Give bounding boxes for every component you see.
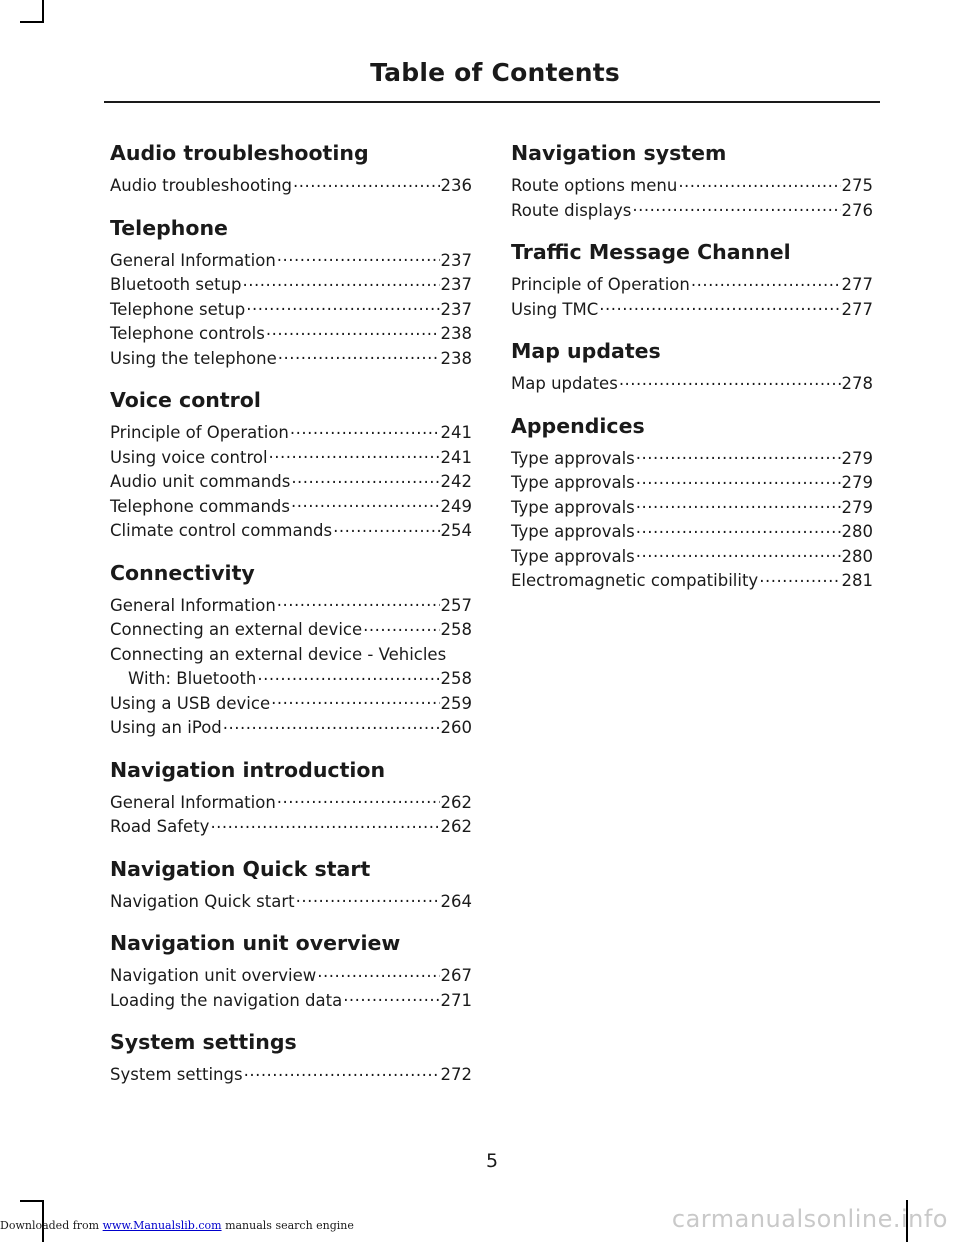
- toc-section: [110, 140, 472, 199]
- toc-entry-text: Telephone setup: [110, 299, 246, 319]
- toc-entry-text: Principle of Operation: [110, 423, 289, 442]
- toc-entry-page: 242: [440, 472, 472, 491]
- dot-leader: [257, 668, 439, 685]
- toc-entry-page: 281: [841, 571, 873, 590]
- toc-entry-text: Road Safety: [110, 817, 210, 836]
- toc-section: [511, 140, 873, 223]
- toc-entry[interactable]: [110, 470, 472, 495]
- crop-mark-top-left-v: [42, 0, 44, 22]
- toc-entry-text: Connecting an external device: [110, 620, 363, 639]
- toc-entry-text: Audio unit commands: [110, 472, 291, 491]
- section-title: Navigation Quick start: [110, 856, 371, 881]
- dot-leader: [333, 520, 439, 537]
- toc-entry[interactable]: [110, 594, 472, 619]
- toc-entry-text: Telephone controls: [110, 324, 265, 343]
- toc-entry[interactable]: [110, 989, 472, 1014]
- dot-leader: [223, 717, 440, 734]
- toc-entry[interactable]: [110, 716, 472, 741]
- toc-entry[interactable]: [511, 447, 873, 472]
- toc-entry-page: 271: [440, 990, 472, 1010]
- toc-entry[interactable]: [110, 1063, 472, 1088]
- toc-entry[interactable]: [511, 545, 873, 570]
- section-title: Navigation system: [511, 141, 727, 165]
- toc-entry[interactable]: [110, 692, 472, 717]
- toc-entry-text: General Information: [110, 250, 276, 270]
- toc-entry[interactable]: [110, 815, 472, 840]
- dot-leader: [636, 472, 841, 489]
- toc-entry-text: Electromagnetic compatibility: [511, 571, 759, 590]
- dot-leader: [691, 274, 841, 291]
- dot-leader: [291, 471, 439, 488]
- toc-entry-multiline[interactable]: [110, 643, 472, 692]
- toc-entry-page: 237: [440, 275, 472, 294]
- dot-leader: [277, 791, 440, 808]
- toc-entry-page: 258: [440, 620, 472, 639]
- toc-entry[interactable]: [110, 667, 472, 692]
- dot-leader: [619, 373, 841, 390]
- section-title: Navigation unit overview: [110, 931, 401, 955]
- toc-section: [511, 338, 873, 397]
- toc-entry-page: 238: [440, 324, 472, 343]
- dot-leader: [636, 496, 841, 513]
- toc-section: [110, 757, 472, 840]
- dot-leader: [277, 249, 440, 266]
- section-title: Voice control: [110, 388, 261, 412]
- toc-entry-page: 258: [440, 669, 472, 688]
- header-divider: [104, 101, 880, 103]
- toc-right-column: [511, 140, 873, 610]
- toc-entry-page: 272: [440, 1065, 472, 1084]
- toc-entry[interactable]: [110, 964, 472, 989]
- toc-entry-text: Route displays: [511, 200, 632, 220]
- toc-entry[interactable]: [110, 298, 472, 323]
- toc-entry-text: Bluetooth setup: [110, 275, 242, 294]
- dot-leader: [210, 816, 439, 833]
- toc-entry-text: Type approvals: [511, 448, 635, 468]
- crop-mark-bottom-left-h: [20, 1200, 44, 1202]
- page-number: 5: [485, 1150, 499, 1172]
- toc-entry[interactable]: [110, 273, 472, 298]
- toc-entry-text: General Information: [110, 595, 276, 615]
- toc-entry[interactable]: [511, 496, 873, 521]
- footer-link[interactable]: www.Manualslib.com: [102, 1219, 222, 1232]
- toc-entry-text: Using a USB device: [110, 693, 271, 713]
- dot-leader: [636, 545, 841, 562]
- toc-entry[interactable]: [110, 791, 472, 816]
- toc-entry-page: 236: [440, 176, 472, 195]
- toc-entry-text: Navigation Quick start: [110, 891, 295, 911]
- toc-section: [110, 1029, 472, 1088]
- toc-entry-text: Map updates: [511, 374, 618, 393]
- toc-entry-text: Telephone commands: [110, 496, 290, 516]
- toc-entry-page: 238: [440, 348, 472, 368]
- toc-section: [110, 215, 472, 372]
- toc-entry[interactable]: [110, 495, 472, 520]
- dot-leader: [277, 594, 440, 611]
- section-title: Connectivity: [110, 560, 255, 585]
- toc-entry[interactable]: [511, 471, 873, 496]
- toc-entry-page: 280: [841, 546, 873, 566]
- dot-leader: [243, 274, 440, 291]
- toc-entry-page: 254: [440, 521, 472, 540]
- toc-entry-page: 241: [440, 447, 472, 467]
- toc-entry-text: Route options menu: [511, 176, 678, 195]
- toc-entry-text: Using voice control: [110, 447, 268, 467]
- toc-entry[interactable]: [110, 618, 472, 643]
- dot-leader: [632, 199, 840, 216]
- toc-entry-page: 237: [440, 299, 472, 319]
- toc-section: [110, 856, 472, 915]
- dot-leader: [636, 447, 841, 464]
- toc-entry-page: 260: [440, 718, 472, 737]
- toc-entry-text: Climate control commands: [110, 521, 333, 540]
- dot-leader: [343, 989, 439, 1006]
- toc-entry-text: Connecting an external device - Vehicles: [110, 644, 447, 664]
- toc-entry-text: Type approvals: [511, 546, 635, 566]
- toc-entry[interactable]: [110, 446, 472, 471]
- toc-entry-page: 277: [841, 275, 873, 294]
- toc-entry-page: 249: [440, 496, 472, 516]
- toc-entry[interactable]: [110, 421, 472, 446]
- toc-entry-page: 277: [841, 299, 873, 319]
- toc-entry[interactable]: [511, 569, 873, 594]
- dot-leader: [759, 570, 840, 587]
- toc-entry[interactable]: [511, 174, 873, 199]
- section-title: Appendices: [511, 413, 645, 438]
- section-title: Traffic Message Channel: [511, 240, 791, 264]
- dot-leader: [363, 619, 439, 636]
- section-title: Navigation introduction: [110, 757, 386, 782]
- toc-entry[interactable]: [110, 519, 472, 544]
- toc-entry-page: 279: [841, 473, 873, 492]
- toc-entry-page: 237: [440, 250, 472, 270]
- toc-entry-text: Loading the navigation data: [110, 990, 343, 1010]
- toc-section: [511, 239, 873, 322]
- toc-entry-page: 276: [841, 200, 873, 220]
- toc-entry[interactable]: [511, 520, 873, 545]
- dot-leader: [244, 1064, 440, 1081]
- watermark-text: carmanualsonline.info: [671, 1205, 948, 1233]
- dot-leader: [290, 422, 440, 439]
- dot-leader: [599, 298, 840, 315]
- toc-entry-text: General Information: [110, 792, 276, 812]
- toc-entry-page: 267: [440, 966, 472, 985]
- download-footer: [0, 1219, 354, 1232]
- toc-entry-text: System settings: [110, 1065, 243, 1084]
- toc-entry-page: 279: [841, 497, 873, 517]
- toc-entry-text: Type approvals: [511, 473, 635, 492]
- footer-suffix: manuals search engine: [225, 1219, 354, 1232]
- toc-entry[interactable]: [511, 298, 873, 323]
- toc-entry-text: Principle of Operation: [511, 275, 690, 294]
- dot-leader: [317, 965, 439, 982]
- toc-entry-page: 259: [440, 693, 472, 713]
- toc-entry-page: 262: [440, 792, 472, 812]
- dot-leader: [271, 692, 439, 709]
- toc-entry-text: Using TMC: [511, 299, 599, 319]
- toc-entry-text: Type approvals: [511, 497, 635, 517]
- toc-entry[interactable]: [511, 372, 873, 397]
- dot-leader: [266, 323, 440, 340]
- dot-leader: [291, 495, 440, 512]
- toc-entry[interactable]: [511, 199, 873, 224]
- section-title: Telephone: [110, 215, 228, 240]
- toc-entry-text: With: Bluetooth: [128, 669, 257, 688]
- section-title: Map updates: [511, 339, 661, 363]
- toc-entry-text: Using an iPod: [110, 718, 222, 737]
- section-title: Audio troubleshooting: [110, 141, 369, 165]
- crop-mark-top-left-h: [20, 21, 44, 23]
- section-title: System settings: [110, 1030, 297, 1054]
- toc-section: [511, 413, 873, 594]
- footer-prefix: Downloaded from: [0, 1219, 100, 1232]
- toc-entry-page: 275: [841, 176, 873, 195]
- toc-entry-page: 241: [440, 423, 472, 442]
- toc-section: [110, 560, 472, 741]
- toc-entry-text: Type approvals: [511, 522, 635, 541]
- toc-entry-page: 257: [440, 595, 472, 615]
- toc-entry[interactable]: [110, 890, 472, 915]
- toc-entry-page: 262: [440, 817, 472, 836]
- toc-entry-text: Audio troubleshooting: [110, 176, 293, 195]
- toc-entry-page: 279: [841, 448, 873, 468]
- toc-entry-text: Navigation unit overview: [110, 966, 317, 985]
- toc-entry[interactable]: [511, 273, 873, 298]
- toc-entry-page: 264: [440, 891, 472, 911]
- dot-leader: [636, 521, 841, 538]
- dot-leader: [678, 175, 840, 192]
- toc-section: [110, 930, 472, 1013]
- page-header-title: Table of Contents: [370, 58, 620, 87]
- dot-leader: [278, 347, 440, 364]
- toc-entry-page: 280: [841, 522, 873, 541]
- toc-entry[interactable]: [110, 347, 472, 372]
- dot-leader: [293, 175, 439, 192]
- toc-left-column: [110, 140, 472, 1104]
- dot-leader: [246, 298, 439, 315]
- toc-entry[interactable]: [110, 249, 472, 274]
- toc-entry-page: 278: [841, 374, 873, 393]
- toc-entry[interactable]: [110, 174, 472, 199]
- toc-entry-text: Using the telephone: [110, 348, 277, 368]
- dot-leader: [269, 446, 440, 463]
- toc-entry[interactable]: [110, 322, 472, 347]
- toc-section: [110, 387, 472, 544]
- dot-leader: [296, 890, 440, 907]
